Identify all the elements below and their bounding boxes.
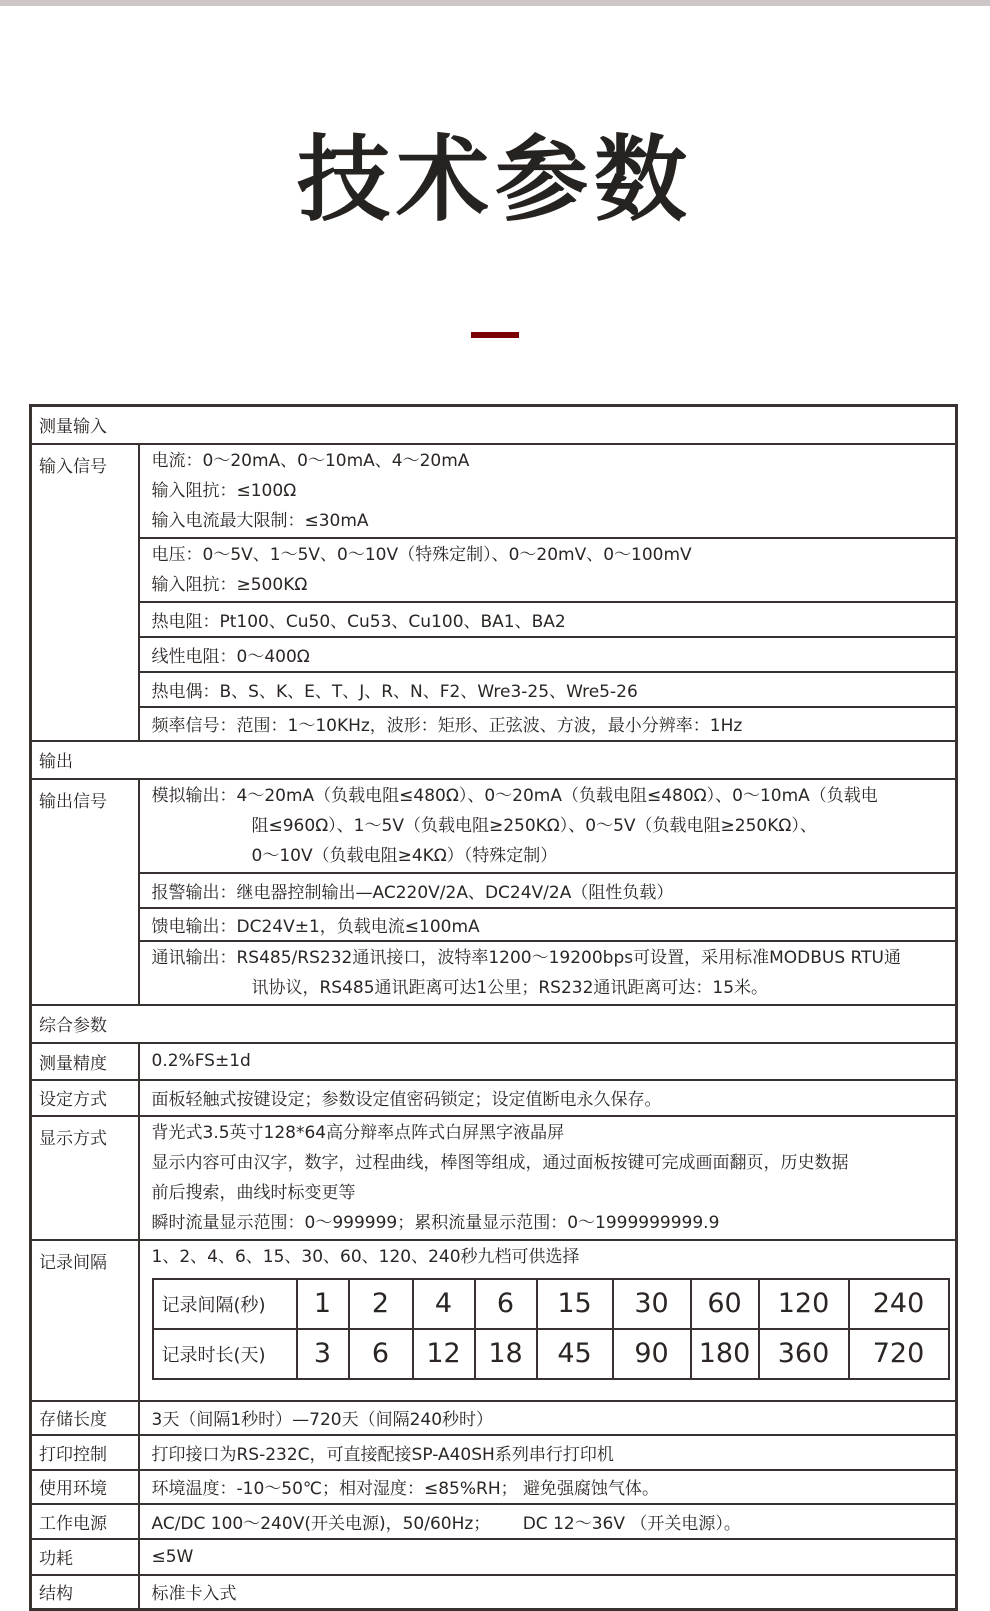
table-row [31,1401,957,1435]
inner-row-label-interval: 记录间隔(秒) [153,1279,297,1329]
row-label-storage: 存储长度 [31,1401,139,1435]
table-row [31,1435,957,1470]
record-interval-table [152,1278,950,1380]
page-title: 技术参数 [297,126,693,234]
table-row [31,1575,957,1610]
cell-structure: 标准卡入式 [139,1575,957,1610]
table-row [31,538,957,602]
spec-line: 输入阻抗：≥500KΩ [151,574,308,595]
duration-value: 6 [349,1329,413,1379]
spec-table [29,404,958,1611]
spec-line: 模拟输出：4～20mA（负载电阻≤480Ω）、0～20mA（负载电阻≤480Ω）、0～10mA（负载电 [151,785,878,806]
cell-accuracy: 0.2%FS±1d [139,1043,957,1080]
cell-output-feed: 馈电输出：DC24V±1，负载电流≤100mA [139,908,957,941]
table-row [31,873,957,908]
cell-environment: 环境温度：-10～50℃；相对湿度：≤85%RH； 避免强腐蚀气体。 [139,1470,957,1504]
table-row [31,741,957,779]
table-row [31,444,957,538]
duration-value: 180 [691,1329,759,1379]
spec-line: 输入阻抗：≤100Ω [151,480,297,501]
spec-line: 电压：0～5V、1～5V、0～10V（特殊定制）、0～20mV、0～100mV [151,544,692,565]
section-header-measure-input: 测量输入 [31,405,957,444]
spec-line: 输入电流最大限制：≤30mA [151,510,369,531]
cell-consumption: ≤5W [139,1539,957,1575]
duration-value: 360 [759,1329,849,1379]
section-header-general: 综合参数 [31,1005,957,1043]
section-header-output: 输出 [31,741,957,779]
spec-line: 通讯输出：RS485/RS232通讯接口，波特率1200～19200bps可设置，采用标准MODBUS RTU通 [151,947,901,968]
table-row [31,908,957,941]
interval-value: 4 [413,1279,475,1329]
table-row [31,1080,957,1116]
row-label-input-signal: 输入信号 [31,444,139,741]
spec-line: 显示内容可由汉字，数字，过程曲线，棒图等组成，通过面板按键可完成画面翻页，历史数据 [151,1152,849,1173]
duration-value: 18 [475,1329,537,1379]
table-row [31,672,957,707]
cell-output-alarm: 报警输出：继电器控制输出—AC220V/2A、DC24V/2A（阻性负载） [139,873,957,908]
row-label-output-signal: 输出信号 [31,779,139,1005]
duration-value: 12 [413,1329,475,1379]
table-row [31,1043,957,1080]
table-row [31,637,957,672]
interval-value: 1 [297,1279,349,1329]
top-accent-bar [0,0,990,6]
row-label-power: 工作电源 [31,1504,139,1539]
cell-input-voltage-group [139,538,957,602]
table-row [31,1539,957,1575]
table-row [31,602,957,637]
cell-display [139,1116,957,1240]
spec-line: 背光式3.5英寸128*64高分辩率点阵式白屏黑字液晶屏 [151,1122,565,1143]
table-row [31,1116,957,1240]
duration-value: 3 [297,1329,349,1379]
interval-value: 120 [759,1279,849,1329]
table-row [31,941,957,1005]
cell-record-interval [139,1240,957,1401]
cell-input-linear-resistance: 线性电阻：0～400Ω [139,637,957,672]
interval-value: 240 [849,1279,949,1329]
table-row [31,1240,957,1401]
spec-line: 瞬时流量显示范围：0～999999；累积流量显示范围：0～1999999999.9 [151,1212,720,1233]
row-label-print: 打印控制 [31,1435,139,1470]
inner-row-label-duration: 记录时长(天) [153,1329,297,1379]
row-label-structure: 结构 [31,1575,139,1610]
interval-value: 60 [691,1279,759,1329]
spec-line: 前后搜索，曲线时标变更等 [151,1182,356,1203]
row-label-environment: 使用环境 [31,1470,139,1504]
cell-output-comm [139,941,957,1005]
spec-line: 0～10V（负载电阻≥4KΩ）（特殊定制） [251,845,558,866]
cell-input-current-group [139,444,957,538]
cell-setting: 面板轻触式按键设定；参数设定值密码锁定；设定值断电永久保存。 [139,1080,957,1116]
duration-value: 720 [849,1329,949,1379]
table-row [153,1279,949,1329]
interval-value: 2 [349,1279,413,1329]
cell-output-analog [139,779,957,873]
interval-value: 15 [537,1279,613,1329]
row-label-consumption: 功耗 [31,1539,139,1575]
table-row [31,405,957,444]
spec-line: 阻≤960Ω）、1～5V（负载电阻≥250KΩ）、0～5V（负载电阻≥250KΩ）、 [251,815,817,836]
cell-power: AC/DC 100～240V(开关电源)，50/60Hz； DC 12～36V （开关电源）。 [139,1504,957,1539]
table-row [31,779,957,873]
cell-input-rtd: 热电阻：Pt100、Cu50、Cu53、Cu100、BA1、BA2 [139,602,957,637]
spec-line: 电流：0～20mA、0～10mA、4～20mA [151,450,470,471]
duration-value: 45 [537,1329,613,1379]
table-row [153,1329,949,1379]
row-label-record-interval: 记录间隔 [31,1240,139,1401]
duration-value: 90 [613,1329,691,1379]
cell-print: 打印接口为RS-232C，可直接配接SP-A40SH系列串行打印机 [139,1435,957,1470]
row-label-accuracy: 测量精度 [31,1043,139,1080]
table-row [31,1504,957,1539]
title-divider [471,332,519,338]
cell-storage: 3天（间隔1秒时）—720天（间隔240秒时） [139,1401,957,1435]
spec-line: 讯协议，RS485通讯距离可达1公里；RS232通讯距离可达：15米。 [251,977,769,998]
table-row [31,1470,957,1504]
spec-line: 1、2、4、6、15、30、60、120、240秒九档可供选择 [151,1246,580,1267]
row-label-display: 显示方式 [31,1116,139,1240]
cell-input-frequency: 频率信号：范围：1～10KHz，波形：矩形、正弦波、方波，最小分辨率：1Hz [139,707,957,741]
table-row [31,1005,957,1043]
interval-value: 30 [613,1279,691,1329]
row-label-setting: 设定方式 [31,1080,139,1116]
interval-value: 6 [475,1279,537,1329]
table-row [31,707,957,741]
cell-input-thermocouple: 热电偶：B、S、K、E、T、J、R、N、F2、Wre3-25、Wre5-26 [139,672,957,707]
